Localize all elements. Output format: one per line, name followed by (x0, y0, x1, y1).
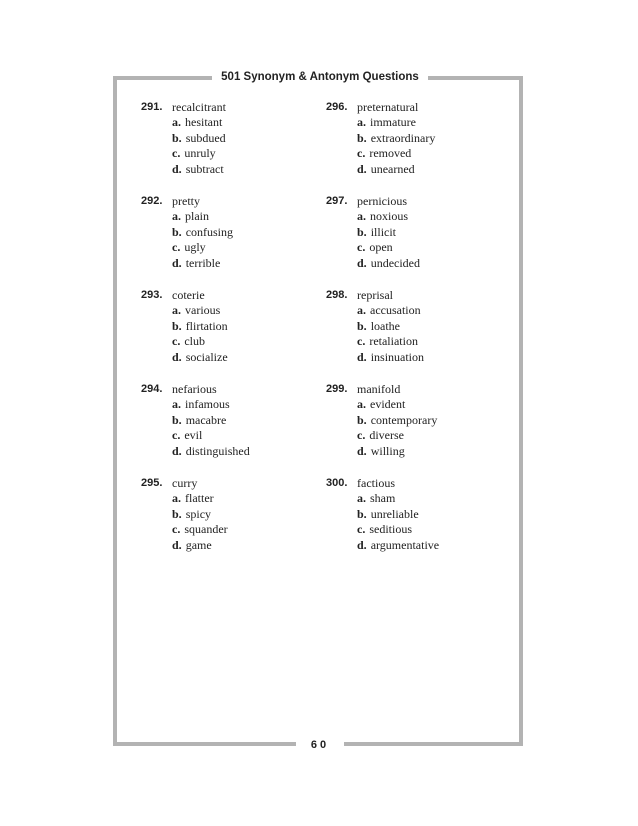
question-item (141, 99, 301, 193)
question-number: 293. (141, 289, 163, 301)
question-item (326, 381, 486, 475)
question-word: recalcitrant (172, 100, 226, 114)
option-letter: b. (357, 224, 367, 239)
question-item (141, 475, 301, 569)
answer-option (172, 162, 226, 178)
answer-option (357, 256, 420, 272)
option-letter: d. (172, 161, 182, 176)
question-number: 298. (326, 289, 348, 301)
option-letter: d. (172, 443, 182, 458)
option-text: insinuation (370, 349, 425, 364)
question-number: 292. (141, 195, 163, 207)
answer-option (172, 225, 233, 241)
answer-option (357, 428, 437, 444)
answer-option (357, 491, 439, 507)
option-text: seditious (369, 522, 412, 536)
page-number: 60 (296, 737, 344, 753)
option-text: macabre (185, 412, 227, 427)
option-text: removed (369, 146, 412, 160)
answer-option (357, 507, 439, 523)
question-item (141, 381, 301, 475)
question-number: 300. (326, 477, 348, 489)
option-text: undecided (370, 255, 420, 270)
question-number: 294. (141, 383, 163, 395)
answer-option (172, 240, 233, 256)
answer-options (172, 209, 233, 271)
option-text: loathe (370, 318, 401, 333)
answer-option (357, 397, 437, 413)
option-letter: a. (172, 209, 181, 223)
answer-option (172, 319, 228, 335)
option-text: game (185, 537, 212, 552)
option-letter: a. (172, 303, 181, 317)
answer-option (357, 162, 435, 178)
question-number: 296. (326, 101, 348, 113)
option-text: hesitant (185, 115, 223, 129)
option-text: confusing (185, 224, 234, 239)
answer-options (357, 303, 424, 365)
question-word: reprisal (357, 288, 393, 302)
option-text: extraordinary (370, 130, 436, 145)
question-item (141, 193, 301, 287)
option-letter: a. (357, 491, 366, 505)
option-text: spicy (185, 506, 212, 521)
option-letter: b. (172, 130, 182, 145)
question-column-right (326, 99, 486, 569)
answer-option (357, 334, 424, 350)
answer-option (172, 397, 250, 413)
option-letter: c. (172, 428, 181, 442)
option-text: plain (185, 209, 209, 223)
option-text: noxious (370, 209, 409, 223)
answer-option (357, 522, 439, 538)
option-letter: d. (172, 537, 182, 552)
option-letter: b. (172, 506, 182, 521)
answer-options (172, 397, 250, 459)
option-text: sham (370, 491, 396, 505)
answer-options (172, 303, 228, 365)
option-text: flirtation (185, 318, 228, 333)
answer-option (172, 522, 228, 538)
option-letter: c. (357, 146, 366, 160)
answer-option (172, 146, 226, 162)
answer-option (357, 350, 424, 366)
question-number: 299. (326, 383, 348, 395)
option-text: flatter (185, 491, 214, 505)
option-text: subdued (185, 130, 226, 145)
question-word: curry (172, 476, 198, 490)
question-number: 291. (141, 101, 163, 113)
option-letter: b. (357, 130, 367, 145)
option-letter: b. (172, 318, 182, 333)
answer-option (172, 413, 250, 429)
answer-option (357, 146, 435, 162)
option-text: socialize (185, 349, 228, 364)
question-item (326, 99, 486, 193)
question-column-left (141, 99, 301, 569)
answer-option (172, 491, 228, 507)
question-number: 297. (326, 195, 348, 207)
option-letter: c. (172, 146, 181, 160)
option-letter: c. (172, 334, 181, 348)
option-letter: b. (357, 506, 367, 521)
question-word: preternatural (357, 100, 419, 114)
option-letter: d. (357, 255, 367, 270)
answer-option (357, 131, 435, 147)
option-text: terrible (185, 255, 221, 270)
answer-option (357, 225, 420, 241)
option-text: evident (370, 397, 406, 411)
question-word: factious (357, 476, 395, 490)
option-text: squander (184, 522, 228, 536)
option-letter: d. (357, 349, 367, 364)
answer-option (172, 538, 228, 554)
option-letter: a. (357, 397, 366, 411)
answer-option (172, 507, 228, 523)
question-word: coterie (172, 288, 205, 302)
option-text: argumentative (370, 537, 440, 552)
answer-option (357, 303, 424, 319)
answer-option (357, 413, 437, 429)
question-item (326, 287, 486, 381)
option-letter: c. (357, 522, 366, 536)
answer-option (172, 444, 250, 460)
option-letter: a. (357, 209, 366, 223)
answer-option (357, 319, 424, 335)
option-letter: a. (357, 303, 366, 317)
answer-options (172, 491, 228, 553)
answer-option (172, 256, 233, 272)
option-letter: a. (172, 115, 181, 129)
question-item (141, 287, 301, 381)
answer-options (357, 397, 437, 459)
option-text: ugly (184, 240, 206, 254)
answer-options (357, 209, 420, 271)
question-word: pretty (172, 194, 200, 208)
option-letter: d. (172, 349, 182, 364)
option-letter: a. (172, 397, 181, 411)
option-letter: d. (357, 443, 367, 458)
option-text: unearned (370, 161, 415, 176)
option-letter: d. (172, 255, 182, 270)
option-letter: a. (357, 115, 366, 129)
question-number: 295. (141, 477, 163, 489)
option-text: subtract (185, 161, 224, 176)
answer-option (172, 209, 233, 225)
option-text: various (185, 303, 221, 317)
page-header: 501 Synonym & Antonym Questions (212, 68, 428, 86)
option-text: retaliation (369, 334, 418, 348)
option-letter: b. (357, 412, 367, 427)
option-letter: c. (357, 334, 366, 348)
option-letter: d. (357, 537, 367, 552)
option-text: infamous (185, 397, 230, 411)
answer-option (357, 209, 420, 225)
option-letter: b. (172, 224, 182, 239)
option-text: contemporary (370, 412, 438, 427)
answer-option (357, 115, 435, 131)
option-text: diverse (369, 428, 404, 442)
answer-option (357, 240, 420, 256)
answer-option (172, 303, 228, 319)
option-letter: b. (357, 318, 367, 333)
option-text: distinguished (185, 443, 250, 458)
answer-option (172, 115, 226, 131)
answer-option (172, 428, 250, 444)
option-text: unreliable (370, 506, 419, 521)
option-letter: b. (172, 412, 182, 427)
option-text: immature (370, 115, 416, 129)
question-word: pernicious (357, 194, 407, 208)
option-text: accusation (370, 303, 421, 317)
option-text: evil (184, 428, 203, 442)
option-text: illicit (370, 224, 397, 239)
question-item (326, 193, 486, 287)
option-text: open (369, 240, 393, 254)
option-text: willing (370, 443, 405, 458)
answer-option (357, 538, 439, 554)
answer-option (357, 444, 437, 460)
answer-option (172, 131, 226, 147)
option-letter: a. (172, 491, 181, 505)
question-item (326, 475, 486, 569)
answer-option (172, 334, 228, 350)
option-letter: d. (357, 161, 367, 176)
question-word: nefarious (172, 382, 217, 396)
option-text: club (184, 334, 205, 348)
answer-options (357, 491, 439, 553)
answer-options (172, 115, 226, 177)
answer-options (357, 115, 435, 177)
option-letter: c. (357, 240, 366, 254)
option-text: unruly (184, 146, 216, 160)
answer-option (172, 350, 228, 366)
option-letter: c. (172, 240, 181, 254)
option-letter: c. (357, 428, 366, 442)
question-word: manifold (357, 382, 401, 396)
option-letter: c. (172, 522, 181, 536)
